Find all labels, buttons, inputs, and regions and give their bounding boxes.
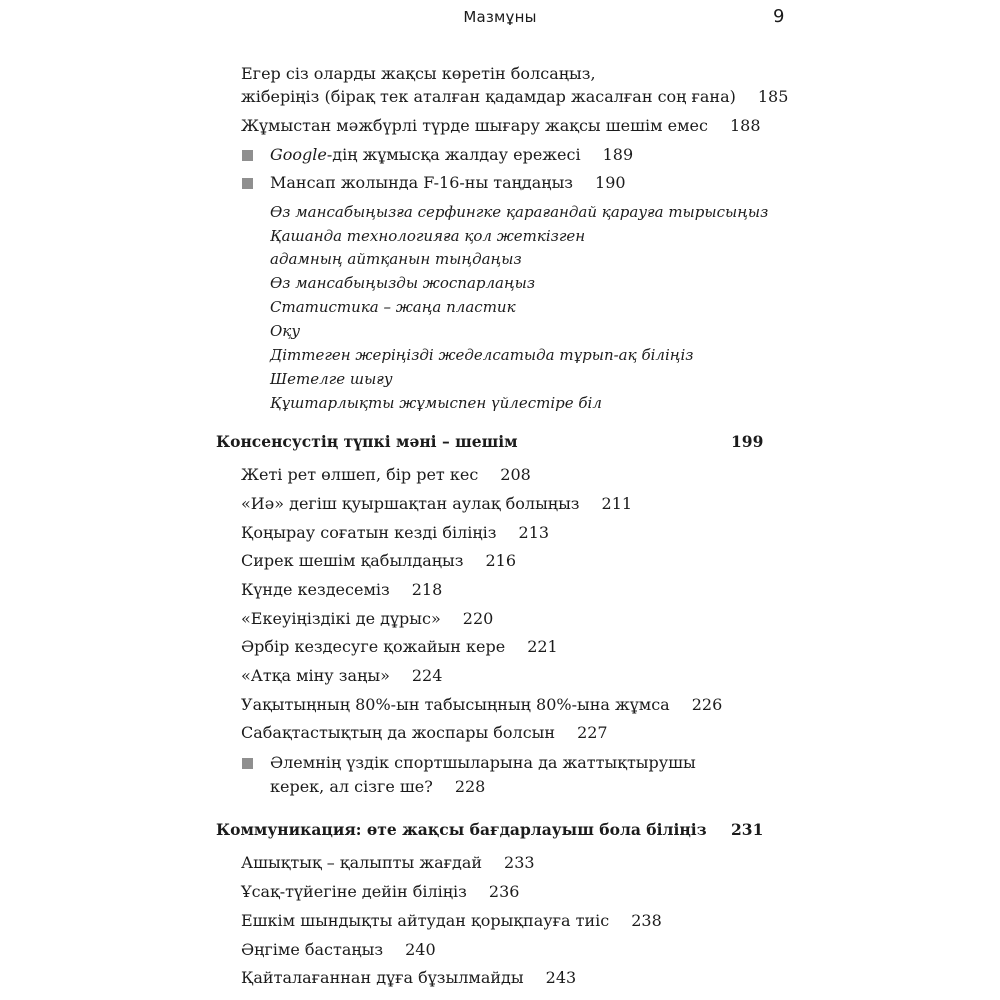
toc-entry-page: 185 (757, 87, 789, 106)
toc-entry-text: «Атқа міну заңы» (241, 666, 390, 685)
toc-entry-page: 190 (595, 173, 626, 192)
toc-entry (270, 145, 633, 165)
italic-subentry: Діттеген жеріңізді жеделсатыда тұрып-ақ біліңіз (270, 346, 694, 364)
toc-entry (241, 723, 608, 743)
toc-entry-page: 228 (454, 777, 486, 796)
toc-entry-text: «Екеуіңіздікі де дұрыс» (241, 609, 441, 628)
toc-entry-page: 243 (545, 968, 577, 987)
square-bullet-icon (242, 150, 253, 161)
toc-entry-text: Қайталағаннан дұға бұзылмайды (241, 968, 524, 987)
toc-entry-page: 213 (518, 523, 550, 542)
toc-entry-page: 220 (462, 609, 494, 628)
toc-entry (241, 551, 516, 571)
toc-entry-text: Ешкім шындықты айтудан қорықпауға тиіс (241, 911, 610, 930)
italic-subentry: Шетелге шығу (270, 370, 393, 388)
page-number: 9 (773, 6, 785, 27)
toc-entry-text: Ашықтық – қалыпты жағдай (241, 853, 483, 872)
toc-entry (241, 523, 549, 543)
toc-entry-line (241, 87, 788, 107)
toc-entry-text: Күнде кездесеміз (241, 580, 390, 599)
section-page: 199 (731, 432, 764, 451)
toc-entry-text: жіберіңіз (бірақ тек аталған қадамдар жасалған соң ғана) (241, 87, 736, 106)
toc-entry-text: Мансап жолында F-16-ны таңдаңыз (270, 173, 574, 192)
section-title: Консенсустің түпкі мәні – шешім (216, 432, 518, 451)
toc-entry (241, 494, 632, 514)
toc-entry-text: Әрбір кездесуге қожайын кере (241, 637, 506, 656)
running-header: Мазмұны (463, 8, 537, 26)
toc-entry (241, 609, 493, 629)
italic-subentry: Өз мансабыңызды жоспарлаңыз (270, 274, 536, 292)
italic-subentry: Өз мансабыңызға серфингке қарағандай қарауға тырысыңыз (270, 203, 769, 221)
toc-entry (241, 637, 558, 657)
toc-entry-text: «Иә» дегіш қуыршақтан аулақ болыңыз (241, 494, 580, 513)
toc-entry (241, 911, 662, 931)
toc-entry-text: Сирек шешім қабылдаңыз (241, 551, 464, 570)
toc-entry (241, 116, 761, 136)
toc-entry-page: 238 (631, 911, 662, 930)
toc-entry-line: Егер сіз оларды жақсы көретін болсаңыз, (241, 64, 596, 83)
italic-subentry: Қашанда технологияға қол жеткізген (270, 227, 586, 245)
toc-entry-text: Уақытыңның 80%-ын табысыңның 80%-ына жұмса (241, 695, 670, 714)
toc-entry (241, 968, 576, 988)
section-page: 231 (731, 820, 764, 839)
square-bullet-icon (242, 178, 253, 189)
toc-entry (241, 666, 442, 686)
toc-entry (270, 173, 626, 193)
toc-entry-page: 227 (577, 723, 608, 742)
toc-entry (241, 940, 436, 960)
italic-subentry: Құштарлықты жұмыспен үйлестіре біл (270, 394, 602, 412)
toc-entry-text: -дің жұмысқа жалдау ережесі (326, 145, 581, 164)
toc-entry (241, 853, 535, 873)
toc-entry-text: Сабақтастықтың да жоспары болсын (241, 723, 556, 742)
toc-entry-page: 218 (411, 580, 443, 599)
toc-entry-text: Әңгіме бастаңыз (241, 940, 384, 959)
toc-entry (241, 882, 519, 902)
square-bullet-icon (242, 758, 253, 769)
toc-entry-text: керек, ал сізге ше? (270, 777, 433, 796)
toc-entry-page: 240 (405, 940, 436, 959)
toc-entry-page: 236 (488, 882, 520, 901)
italic-subentry: адамның айтқанын тыңдаңыз (270, 250, 522, 268)
toc-entry-page: 233 (504, 853, 535, 872)
toc-entry-page: 224 (411, 666, 443, 685)
google-brand-text: Google (270, 145, 327, 164)
toc-entry (241, 695, 722, 715)
italic-subentry: Оқу (270, 322, 301, 340)
toc-entry-line (270, 777, 485, 797)
section-title: Коммуникация: өте жақсы бағдарлауыш бола біліңіз (216, 820, 707, 839)
toc-entry-text: Жұмыстан мәжбүрлі түрде шығару жақсы шешім емес (241, 116, 708, 135)
toc-entry-text: Ұсақ-түйегіне дейін біліңіз (241, 882, 467, 901)
toc-entry-page: 188 (729, 116, 761, 135)
toc-entry (241, 465, 531, 485)
toc-entry-page: 216 (485, 551, 516, 570)
toc-entry-text: Қоңырау соғатын кезді біліңіз (241, 523, 497, 542)
toc-entry-page: 221 (527, 637, 558, 656)
toc-entry-page: 189 (602, 145, 634, 164)
toc-entry-page: 211 (601, 494, 633, 513)
toc-entry-text: Жеті рет өлшеп, бір рет кес (241, 465, 479, 484)
toc-entry-page: 226 (691, 695, 723, 714)
italic-subentry: Статистика – жаңа пластик (270, 298, 516, 316)
toc-entry-line: Әлемнің үздік спортшыларына да жаттықтырушы (270, 753, 696, 772)
toc-entry-page: 208 (500, 465, 531, 484)
toc-entry (241, 580, 442, 600)
